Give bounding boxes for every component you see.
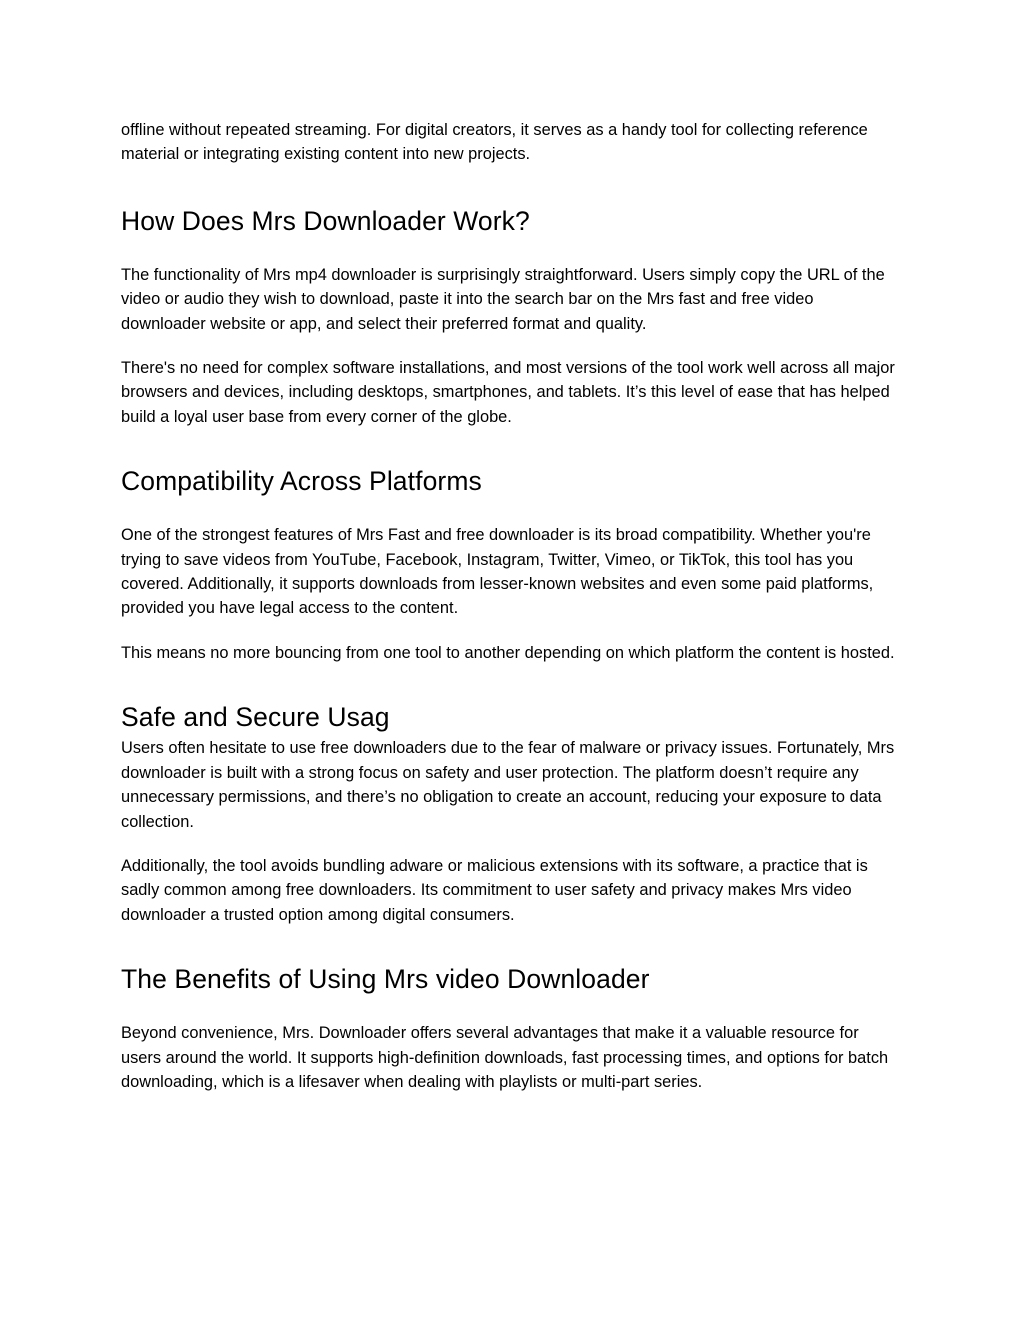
section-heading-compatibility: Compatibility Across Platforms [121,466,482,497]
paragraph: Additionally, the tool avoids bundling adware or malicious extensions with its software, a practice that is sadly common among free downloaders. Its commitment to user safety and privacy makes Mrs video downloader a trusted option among digital consumers. [121,856,868,924]
paragraph: This means no more bouncing from one tool to another depending on which platform the content is hosted. [121,643,895,662]
section-heading-how-it-works: How Does Mrs Downloader Work? [121,205,530,236]
paragraph: One of the strongest features of Mrs Fast and free downloader is its broad compatibility. Whether you're trying to save videos from YouTube, Facebook, Instagram, Twitter, Vimeo, or TikTok, this tool has you covered. Additionally, it supports downloads from lesser-known websites and even some paid platforms, provided you have legal access to the content. [121,526,874,618]
section-heading-safety: Safe and Secure Usag [121,702,390,733]
paragraph: Users often hesitate to use free downloaders due to the fear of malware or privacy issues. Fortunately, Mrs downloader is built with a strong focus on safety and user protection. The platform doesn’t require any unnecessary permissions, and there’s no obligation to create an account, reducing your exposure to data collection. [121,739,895,831]
intro-paragraph: offline without repeated streaming. For digital creators, it serves as a handy tool for collecting reference material or integrating existing content into new projects. [121,121,868,164]
paragraph: Beyond convenience, Mrs. Downloader offers several advantages that make it a valuable resource for users around the world. It supports high-definition downloads, fast processing times, and options for batch downloading, which is a lifesaver when dealing with playlists or multi-part series. [121,1024,889,1091]
paragraph: The functionality of Mrs mp4 downloader is surprisingly straightforward. Users simply copy the URL of the video or audio they wish to download, paste it into the search bar on the Mrs fast and free video downloader website or app, and select their preferred format and quality. [121,265,885,333]
paragraph: There's no need for complex software installations, and most versions of the tool work well across all major browsers and devices, including desktops, smartphones, and tablets. It’s this level of ease that has helped build a loyal user base from every corner of the globe. [121,359,895,426]
section-heading-benefits: The Benefits of Using Mrs video Downloader [121,964,650,995]
document-page [121,118,901,1094]
